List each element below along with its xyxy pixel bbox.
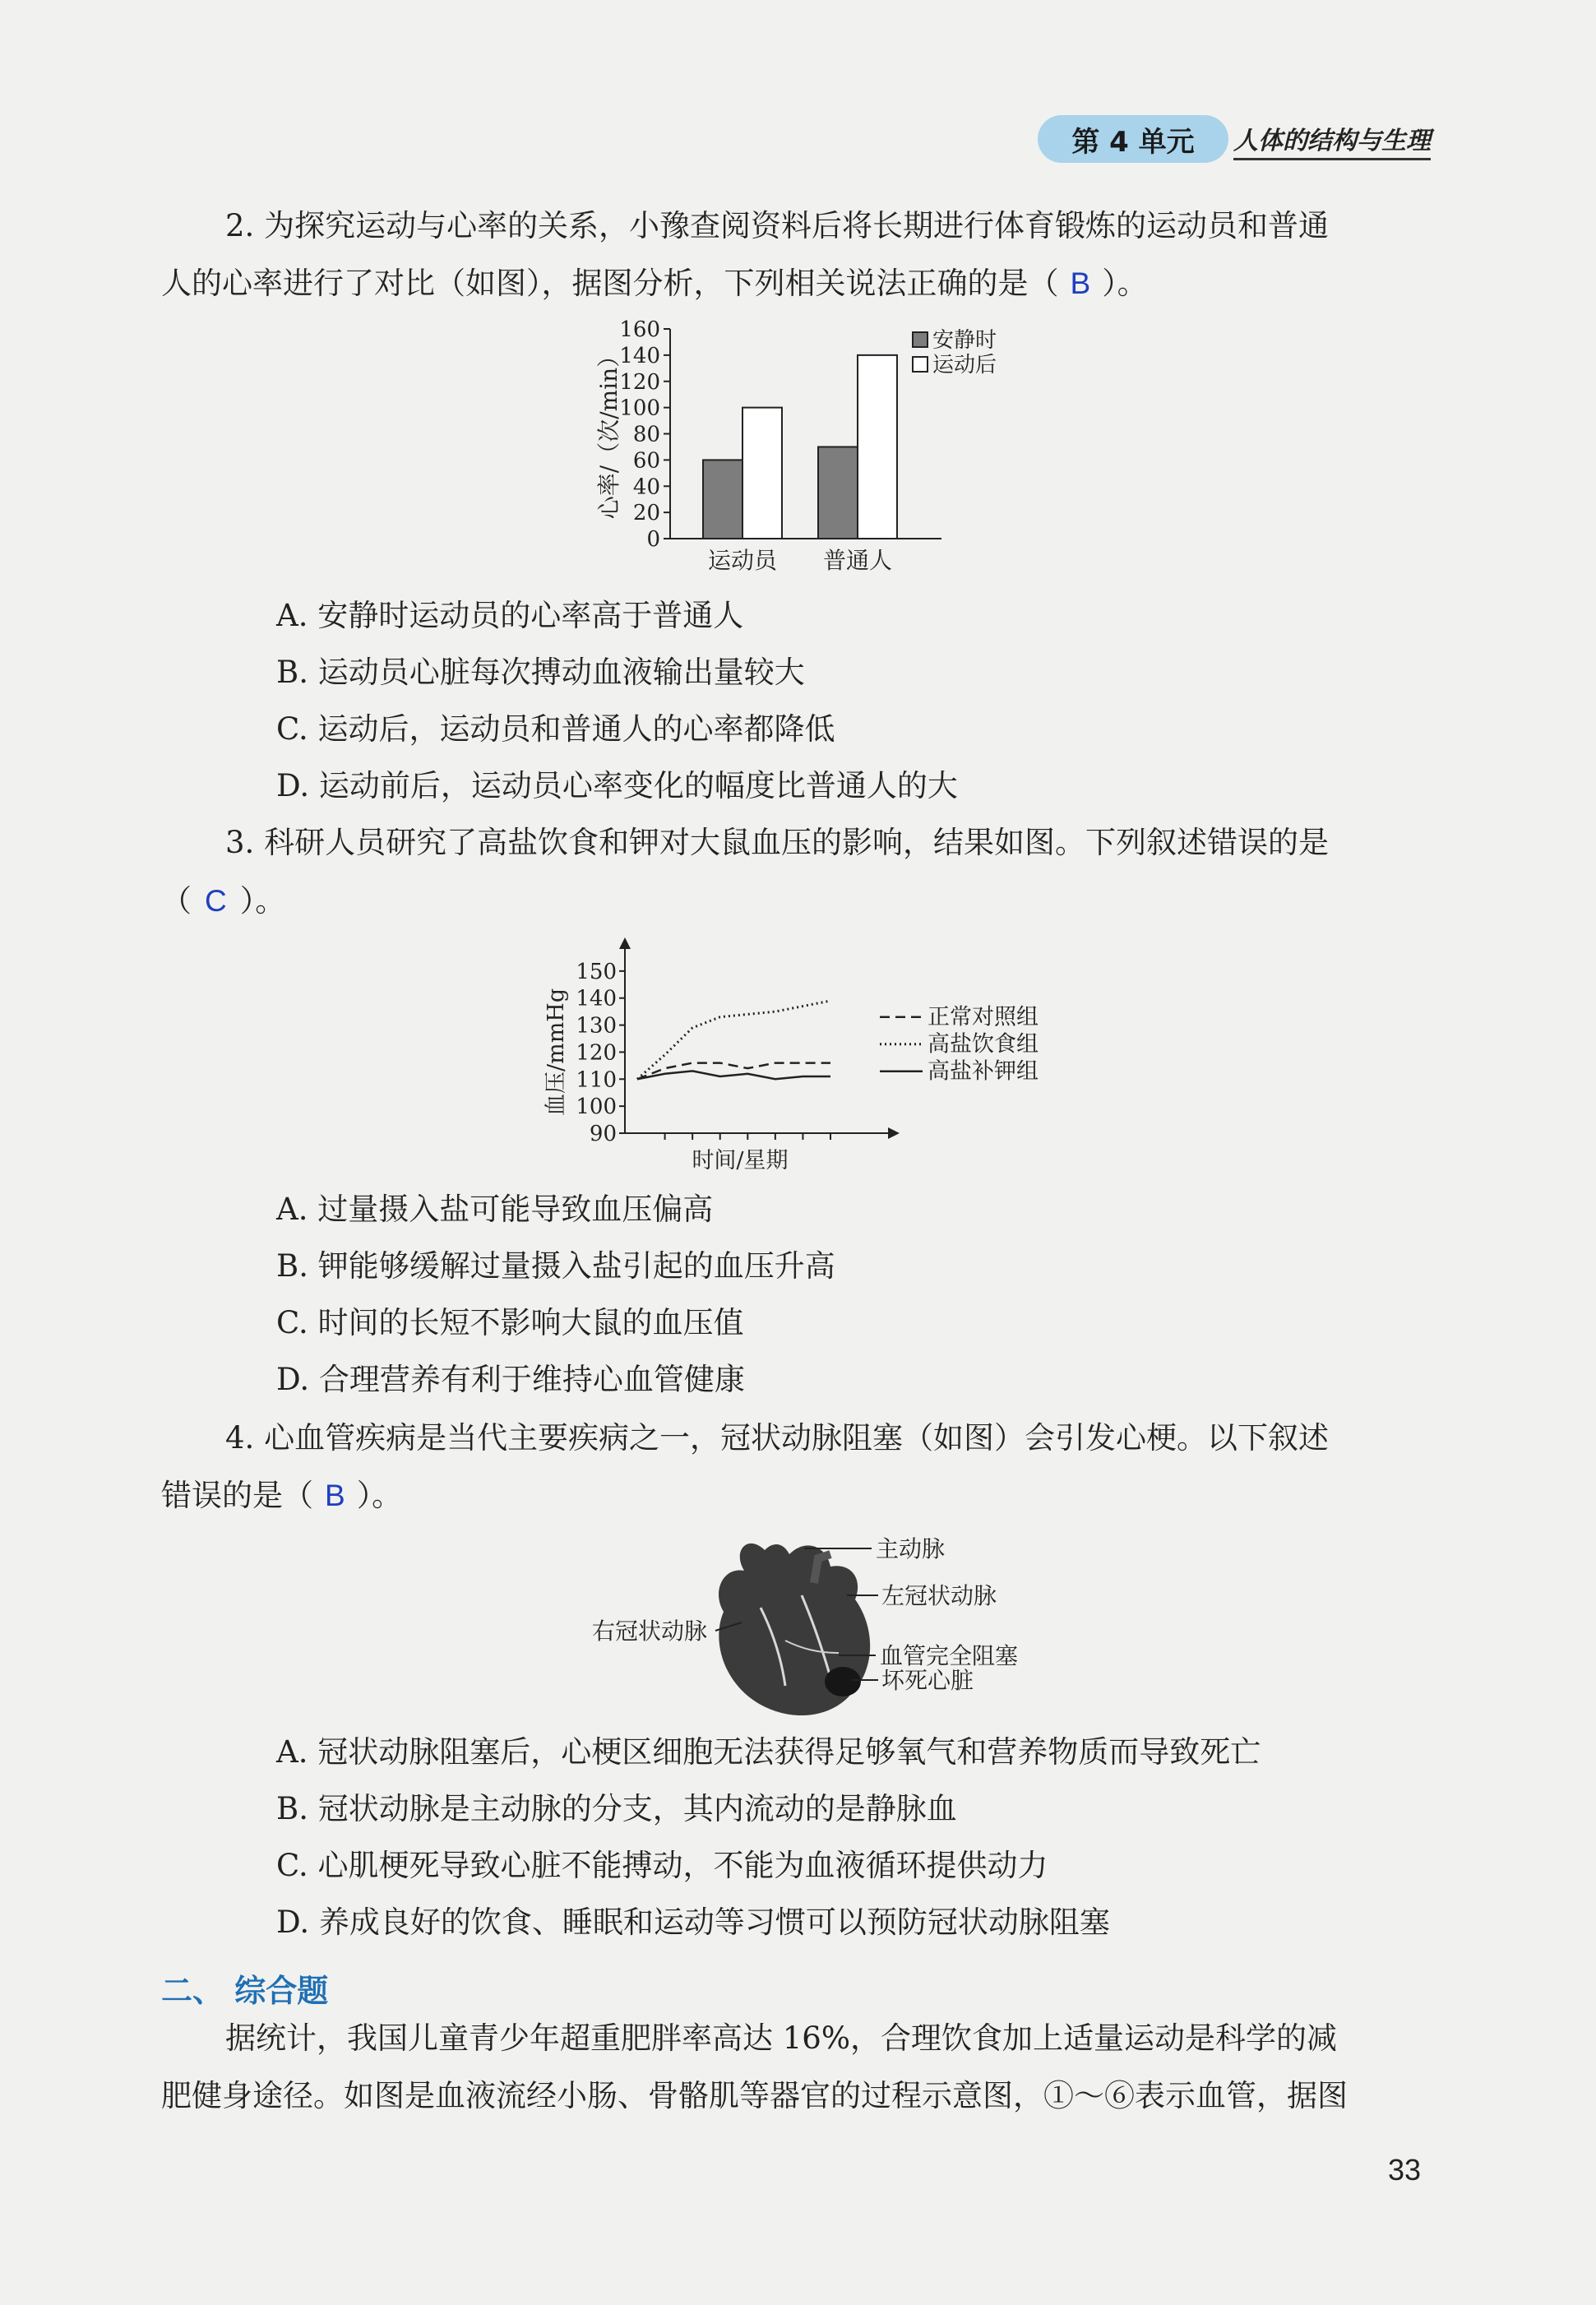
unit-subject: 人体的结构与生理 [1233, 120, 1431, 160]
y-tick-label: 130 [576, 1013, 617, 1039]
label-aorta: 主动脉 [876, 1535, 946, 1562]
y-tick-label: 120 [619, 369, 660, 395]
bar-普通人-运动后 [858, 355, 897, 539]
y-axis-arrow [619, 937, 631, 949]
q3-option-d: D. 合理营养有利于维持心血管健康 [276, 1362, 745, 1397]
q2-option-b: B. 运动员心脏每次搏动血液输出量较大 [276, 655, 805, 690]
q2-option-d: D. 运动前后，运动员心率变化的幅度比普通人的大 [276, 768, 958, 803]
q3-option-c: C. 时间的长短不影响大鼠的血压值 [276, 1305, 744, 1340]
unit-badge: 第 4 单元 [1038, 115, 1228, 163]
y-tick-label: 100 [576, 1095, 617, 1120]
x-axis-arrow [888, 1127, 900, 1139]
q4-answer: B [325, 1479, 345, 1512]
y-tick-label: 40 [632, 474, 660, 500]
q2-stem-line1: 2. 为探究运动与心率的关系，小豫查阅资料后将长期进行体育锻炼的运动员和普通 [225, 208, 1330, 243]
q3-answer: C [205, 884, 227, 918]
q2-option-c: C. 运动后，运动员和普通人的心率都降低 [276, 711, 835, 747]
page-number: 33 [1388, 2153, 1422, 2187]
y-tick-label: 110 [576, 1067, 617, 1093]
y-tick-label: 140 [576, 986, 617, 1011]
q4-option-b: B. 冠状动脉是主动脉的分支，其内流动的是静脉血 [276, 1791, 957, 1826]
y-tick-label: 90 [589, 1122, 617, 1146]
bar-运动员-安静时 [703, 460, 742, 539]
label-necrosis: 坏死心脏 [881, 1667, 974, 1694]
q4-option-d: D. 养成良好的饮食、睡眠和运动等习惯可以预防冠状动脉阻塞 [276, 1905, 1110, 1940]
q4-option-c: C. 心肌梗死导致心脏不能搏动，不能为血液循环提供动力 [276, 1848, 1048, 1883]
bar-普通人-安静时 [818, 447, 858, 539]
q2-stem-line2 [161, 268, 1148, 299]
x-axis-label: 时间/星期 [692, 1148, 789, 1173]
y-axis-label: 心率/（次/min） [595, 344, 622, 520]
q3-stem-line1: 3. 科研人员研究了高盐饮食和钾对大鼠血压的影响，结果如图。下列叙述错误的是 [225, 825, 1330, 860]
legend-label: 运动后 [932, 353, 997, 377]
bar-运动员-运动后 [742, 408, 782, 539]
q3-option-b: B. 钾能够缓解过量摄入盐引起的血压升高 [276, 1248, 835, 1284]
q3-option-a: A. 过量摄入盐可能导致血压偏高 [276, 1192, 714, 1227]
y-tick-label: 140 [619, 343, 660, 368]
q2-answer: B [1070, 266, 1091, 300]
section-para-line2: 肥健身途径。如图是血液流经小肠、骨骼肌等器官的过程示意图，①～⑥表示血管，据图 [161, 2078, 1348, 2113]
q2-option-a: A. 安静时运动员的心率高于普通人 [276, 598, 744, 633]
heart-illustration [719, 1544, 870, 1715]
q3-stem-text: （ [161, 883, 192, 919]
label-blockage: 血管完全阻塞 [880, 1642, 1019, 1669]
label-right-coronary: 右冠状动脉 [591, 1618, 707, 1645]
bar-chart-plot [595, 317, 997, 574]
q2-stem-text: 人的心率进行了对比（如图），据图分析，下列相关说法正确的是（ [161, 266, 1059, 301]
section-para-line1: 据统计，我国儿童青少年超重肥胖率高达 16%，合理饮食加上适量运动是科学的减 [225, 2020, 1337, 2056]
y-axis-label: 血压/mmHg [544, 988, 569, 1116]
x-tick-label: 运动员 [707, 547, 778, 574]
q2-stem-end: ）。 [1102, 266, 1148, 301]
blood-pressure-line-chart [534, 929, 1077, 1176]
series-line-高盐饮食组 [637, 1001, 830, 1079]
series-line-高盐补钾组 [637, 1071, 830, 1079]
q4-stem-line1: 4. 心血管疾病是当代主要疾病之一，冠状动脉阻塞（如图）会引发心梗。以下叙述 [225, 1420, 1330, 1456]
legend-label: 高盐补钾组 [928, 1058, 1039, 1085]
q4-option-a: A. 冠状动脉阻塞后，心梗区细胞无法获得足够氧气和营养物质而导致死亡 [276, 1734, 1261, 1770]
q4-stem-line2 [161, 1480, 402, 1511]
y-tick-label: 120 [576, 1040, 617, 1066]
y-tick-label: 150 [576, 959, 617, 984]
legend-swatch [913, 332, 928, 347]
x-tick-label: 普通人 [822, 547, 893, 574]
y-tick-label: 160 [619, 317, 660, 342]
legend-swatch [913, 357, 928, 372]
y-tick-label: 0 [646, 527, 660, 552]
q4-stem-text: 错误的是（ [161, 1478, 313, 1513]
heart-rate-bar-chart [534, 312, 1044, 584]
y-tick-label: 20 [632, 501, 660, 526]
q3-stem-line2 [161, 883, 286, 919]
legend-label: 高盐饮食组 [928, 1031, 1039, 1058]
legend-label: 安静时 [932, 328, 997, 353]
q4-stem-end: ）。 [356, 1478, 403, 1513]
y-tick-label: 60 [632, 448, 660, 474]
section-title: 二、 综合题 [161, 1973, 329, 2009]
y-tick-label: 100 [619, 396, 660, 421]
heart-coronary-figure [567, 1517, 1077, 1723]
y-tick-label: 80 [632, 422, 660, 447]
legend-label: 正常对照组 [928, 1004, 1039, 1030]
q3-stem-end: ）。 [239, 883, 286, 919]
label-left-coronary: 左冠状动脉 [881, 1582, 997, 1609]
line-chart-plot [544, 937, 1039, 1173]
